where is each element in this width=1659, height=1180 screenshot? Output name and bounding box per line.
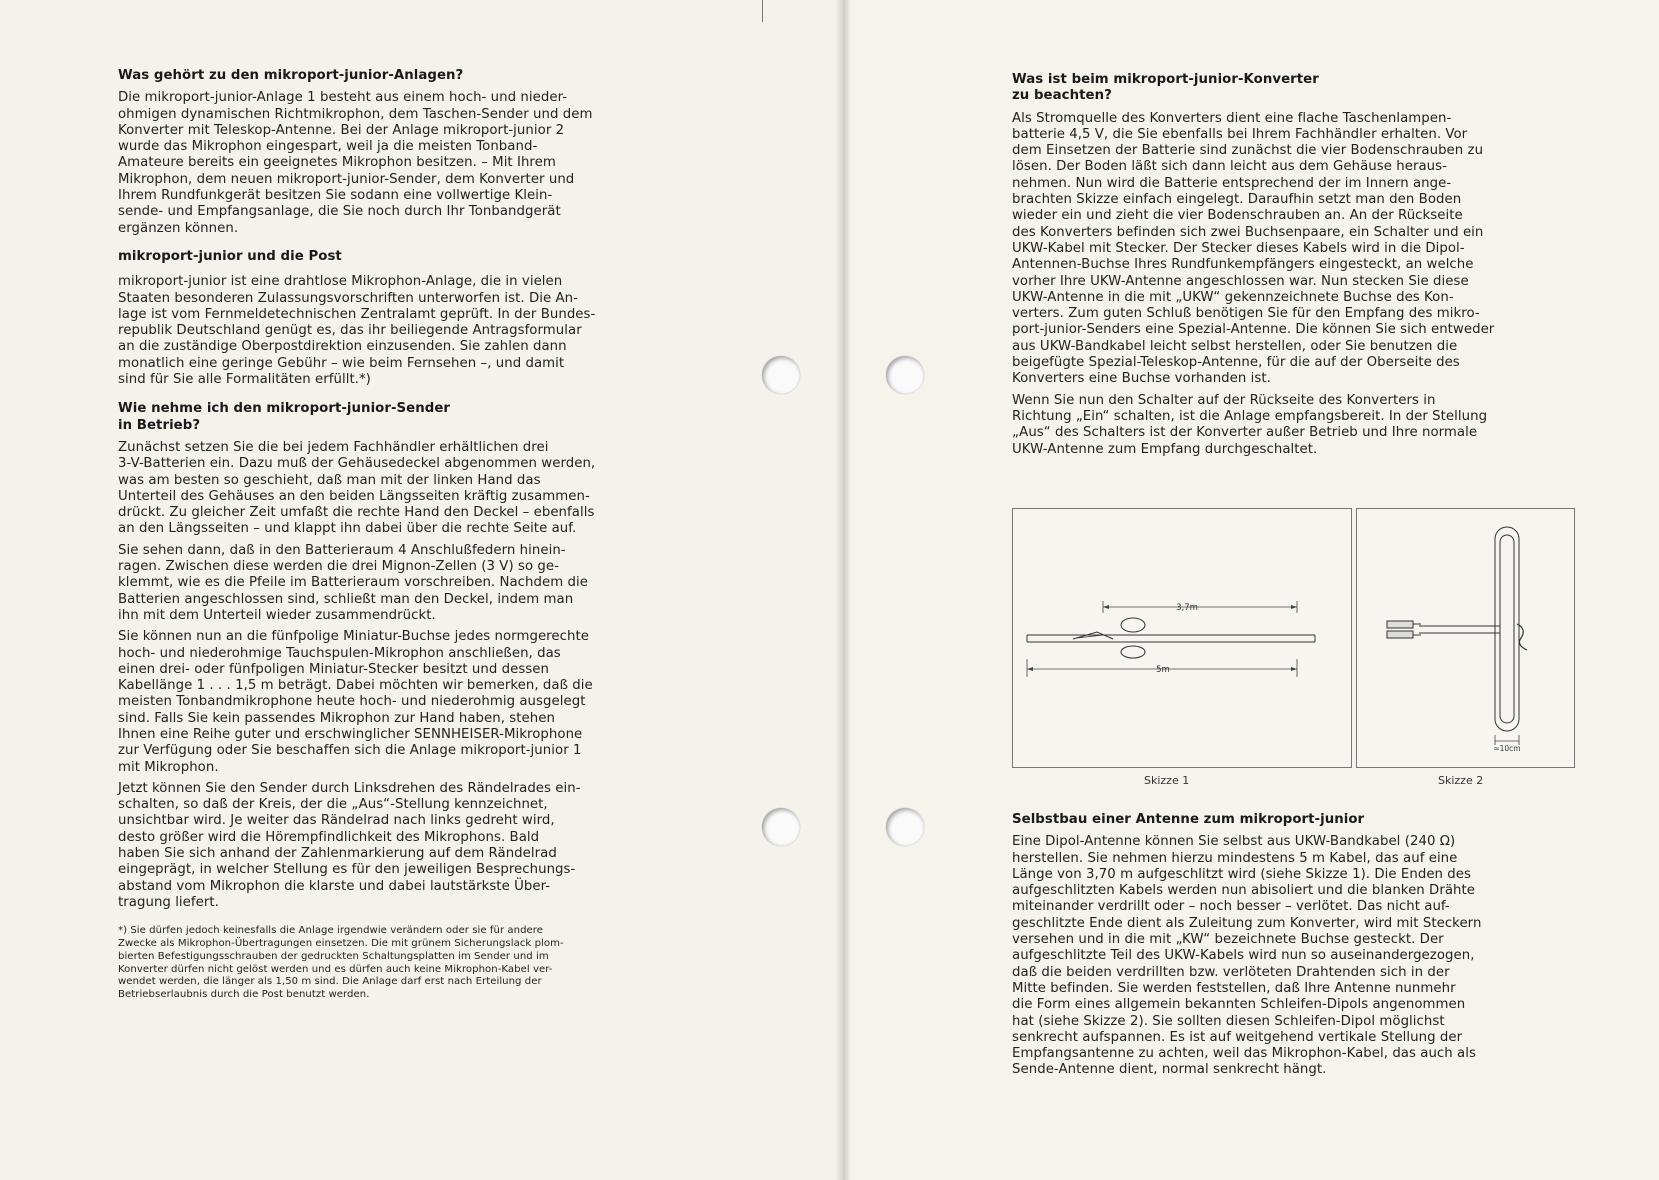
dimension-label-10cm: ≈10cm [1493, 744, 1521, 753]
paragraph [118, 781, 680, 911]
section-heading [118, 249, 680, 265]
text-line: Ihnen eine Reihe guter und erschwinglicher SENNHEISER-Mikrophone [118, 726, 583, 742]
left-column [118, 68, 680, 1002]
paragraph [118, 440, 680, 538]
text-line: Zunächst setzen Sie die bei jedem Fachhändler erhältlichen drei [118, 439, 549, 455]
paragraph [1012, 834, 1574, 1078]
text-line: klemmt, wie es die Pfeile im Batterieraum vorschreiben. Nachdem die [118, 575, 588, 591]
section-body [118, 274, 680, 388]
text-line: UKW-Antenne in die mit „UKW“ gekennzeichnete Buchse des Kon- [1012, 289, 1454, 305]
text-line: Länge von 3,70 m aufgeschlitzt wird (siehe Skizze 1). Die Enden des [1012, 866, 1472, 882]
text-line: brachten Skizze einfach eingelegt. Daraufhin setzt man den Boden [1012, 192, 1462, 208]
caption-skizze-2: Skizze 2 [1438, 774, 1484, 787]
text-line: UKW-Antenne zum Empfang durchgeschaltet. [1012, 441, 1318, 457]
text-line: *) Sie dürfen jedoch keinesfalls die Anlage irgendwie verändern oder sie für andere [118, 925, 544, 937]
text-line: tragung liefert. [118, 894, 219, 910]
sketch-2 [1356, 508, 1575, 768]
text-line: Was gehört zu den mikroport-junior-Anlagen? [118, 68, 464, 83]
text-line: Staaten besonderen Zulassungsvorschriften unterworfen ist. Die An- [118, 290, 578, 306]
paragraph [118, 274, 680, 388]
text-line: Kabellänge 1 . . . 1,5 m beträgt. Dabei möchten wir bemerken, daß die [118, 678, 593, 694]
section-heading [118, 401, 680, 434]
text-line: des Konverters befinden sich zwei Buchsenpaare, ein Schalter und ein [1012, 224, 1484, 240]
text-line: verters. Zum guten Schluß benötigen Sie für den Empfang des mikro- [1012, 306, 1480, 322]
text-line: Mitte befinden. Sie werden feststellen, daß Ihre Antenne nunmehr [1012, 980, 1456, 996]
text-line: wurde das Mikrophon eingespart, weil ja die meisten Tonband- [118, 139, 538, 155]
text-line: miteinander verdrillt oder – noch besser – verlötet. Das nicht auf- [1012, 899, 1450, 915]
right-column-lower [1012, 812, 1574, 1084]
text-line: mikroport-junior ist eine drahtlose Mikrophon-Anlage, die in vielen [118, 274, 563, 290]
text-line: was am besten so geschieht, daß man mit der linken Hand das [118, 472, 541, 488]
text-line: meisten Tonbandmikrophone heute hoch- und niederohmig ausgelegt [118, 694, 586, 710]
text-line: bierten Befestigungsschrauben der gedruckten Schaltungsplatten im Sender und im [118, 950, 549, 962]
text-line: Konverter mit Teleskop-Antenne. Bei der Anlage mikroport-junior 2 [118, 122, 565, 138]
text-line: die Form eines allgemein bekannten Schleifen-Dipols angenommen [1012, 997, 1466, 1013]
text-line: in Betrieb? [118, 417, 201, 433]
text-line: wieder ein und zieht die vier Bodenschrauben an. An der Rückseite [1012, 208, 1463, 224]
text-line: beigefügte Spezial-Teleskop-Antenne, für die auf der Oberseite des [1012, 355, 1460, 371]
fold-mark [762, 0, 763, 22]
text-line: port-junior-Senders eine Spezial-Antenne. Die können Sie sich entweder [1012, 322, 1495, 338]
text-line: ohmigen dynamischen Richtmikrophon, dem Taschen-Sender und dem [118, 106, 593, 122]
section-selbstbau [1012, 812, 1574, 1079]
text-line: Wie nehme ich den mikroport-junior-Sender [118, 401, 450, 417]
text-line: UKW-Kabel mit Stecker. Der Stecker dieses Kabels wird in die Dipol- [1012, 240, 1465, 256]
text-line: an den Längsseiten – und klappt ihn dabei über die rechte Seite auf. [118, 521, 577, 537]
plug [1387, 621, 1413, 628]
section-body [118, 440, 680, 911]
text-line: daß die beiden verdrillten bzw. verlöteten Drahtenden sich in der [1012, 964, 1450, 980]
paragraph [118, 543, 680, 624]
text-line: sind. Falls Sie kein passendes Mikrophon zur Hand haben, stehen [118, 710, 555, 726]
text-line: zur Verfügung oder Sie beschaffen sich die Anlage mikroport-junior 1 [118, 743, 582, 759]
section-sender [118, 401, 680, 911]
sketch-2-drawing [1357, 509, 1574, 767]
text-line: versehen und in die mit „KW“ bezeichnete Buchse gesteckt. Der [1012, 932, 1444, 948]
section-heading [1012, 72, 1574, 105]
text-line: hoch- und niederohmige Tauchspulen-Mikrophon anschließen, das [118, 645, 561, 661]
section-anlagen [118, 68, 680, 237]
text-line: Richtung „Ein“ schalten, ist die Anlage empfangsbereit. In der Stellung [1012, 408, 1488, 424]
paragraph [1012, 393, 1574, 458]
section-body [1012, 111, 1574, 458]
text-line: nehmen. Nun wird die Batterie entsprechend der im Innern ange- [1012, 175, 1452, 191]
text-line: Sie sehen dann, daß in den Batterieraum 4 Anschlußfedern hinein- [118, 542, 566, 558]
punch-hole [886, 356, 924, 394]
text-line: hat (siehe Skizze 2). Sie sollten diesen Schleifen-Dipol möglichst [1012, 1013, 1445, 1029]
text-line: Ihrem Rundfunkgerät besitzen Sie sodann eine vollwertige Klein- [118, 188, 553, 204]
text-line: Zwecke als Mikrophon-Übertragungen einsetzen. Die mit grünem Sicherungslack plom- [118, 938, 564, 950]
text-line: Empfangsantenne zu achten, weil das Mikrophon-Kabel, das auch als [1012, 1046, 1476, 1062]
section-body [1012, 834, 1574, 1078]
text-line: Selbstbau einer Antenne zum mikroport-junior [1012, 812, 1365, 827]
punch-hole [762, 356, 800, 394]
section-heading [118, 68, 680, 84]
text-line: aufgeschlitzten Kabels werden nun abisoliert und die blanken Drähte [1012, 883, 1476, 899]
dipole-loop [1495, 527, 1519, 731]
text-line: Mikrophon, dem neuen mikroport-junior-Sender, dem Konverter und [118, 171, 575, 187]
paragraph [118, 90, 680, 237]
caption-skizze-1: Skizze 1 [1144, 774, 1190, 787]
section-konverter [1012, 72, 1574, 458]
text-line: Wenn Sie nun den Schalter auf der Rückseite des Konverters in [1012, 392, 1436, 408]
text-line: abstand vom Mikrophon die klarste und dabei lautstärkste Über- [118, 878, 551, 894]
text-line: aus UKW-Bandkabel leicht selbst herstellen, oder Sie benutzen die [1012, 338, 1458, 354]
text-line: Jetzt können Sie den Sender durch Linksdrehen des Rändelrades ein- [118, 780, 581, 796]
text-line: ihn mit dem Unterteil wieder zusammendrückt. [118, 607, 436, 623]
footnote [118, 925, 680, 1002]
text-line: haben Sie sich anhand der Zahlenmarkierung auf dem Rändelrad [118, 846, 557, 862]
text-line: Antennen-Buchse Ihres Rundfunkempfängers eingesteckt, an welche [1012, 257, 1474, 273]
antenna-figures [1012, 508, 1574, 787]
text-line: Amateure bereits ein geeignetes Mikrophon besitzen. – Mit Ihrem [118, 155, 556, 171]
punch-hole [886, 808, 924, 846]
text-line: desto größer wird die Hörempfindlichkeit des Mikrophons. Bald [118, 829, 540, 845]
text-line: drückt. Zu gleicher Zeit umfaßt die rechte Hand den Deckel – ebenfalls [118, 505, 595, 521]
text-line: mit Mikrophon. [118, 759, 219, 775]
text-line: sende- und Empfangsanlage, die Sie noch durch Ihr Tonbandgerät [118, 204, 561, 220]
sketch-1 [1012, 508, 1352, 768]
cable-knot [1121, 618, 1145, 632]
text-line: batterie 4,5 V, die Sie ebenfalls bei Ihrem Fachhändler erhalten. Vor [1012, 126, 1468, 142]
punch-hole [762, 808, 800, 846]
text-line: eingeprägt, in welcher Stellung es für den jeweiligen Besprechungs- [118, 862, 576, 878]
text-line: republik Deutschland genügt es, das ihr beiliegende Antragsformular [118, 323, 582, 339]
text-line: Unterteil des Gehäuses an den beiden Längsseiten kräftig zusammen- [118, 488, 590, 504]
dimension-label-3-7m: 3,7m [1176, 603, 1198, 613]
text-line: wendet werden, die länger als 1,50 m sind. Die Anlage darf erst nach Erteilung der [118, 976, 542, 988]
text-line: Was ist beim mikroport-junior-Konverter [1012, 72, 1319, 87]
text-line: lösen. Der Boden läßt sich dann leicht aus dem Gehäuse heraus- [1012, 159, 1447, 175]
page-fold [835, 0, 851, 1180]
section-post [118, 249, 680, 388]
text-line: Betriebserlaubnis durch die Post benutzt werden. [118, 989, 370, 1001]
section-body [118, 90, 680, 237]
text-line: mikroport-junior und die Post [118, 248, 342, 264]
text-line: einen drei- oder fünfpoligen Miniatur-Stecker besitzt und dessen [118, 661, 549, 677]
text-line: Sende-Antenne dient, normal senkrecht hängt. [1012, 1062, 1327, 1078]
dimension-label-5m: 5m [1156, 665, 1170, 675]
text-line: Als Stromquelle des Konverters dient eine flache Taschenlampen- [1012, 110, 1452, 126]
text-line: Die mikroport-junior-Anlage 1 besteht aus einem hoch- und nieder- [118, 90, 568, 106]
section-heading [1012, 812, 1574, 828]
text-line: an die zuständige Oberpostdirektion einzusenden. Sie zahlen dann [118, 339, 567, 355]
text-line: Konverter dürfen nicht gelöst werden und es dürfen auch keine Mikrophon-Kabel ver- [118, 963, 553, 975]
right-column [1012, 72, 1574, 463]
text-line: geschlitzte Ende dient als Zuleitung zum Konverter, wird mit Steckern [1012, 915, 1482, 931]
text-line: sind für Sie alle Formalitäten erfüllt.*) [118, 372, 371, 388]
text-line: Batterien angeschlossen sind, schließt man den Deckel, indem man [118, 591, 574, 607]
text-line: aufgeschlitzte Teil des UKW-Kabels wird nun so auseinandergezogen, [1012, 948, 1475, 964]
text-line: Sie können nun an die fünfpolige Miniatur-Buchse jedes normgerechte [118, 629, 589, 645]
paragraph [1012, 111, 1574, 388]
text-line: Eine Dipol-Antenne können Sie selbst aus UKW-Bandkabel (240 Ω) [1012, 834, 1456, 850]
text-line: vorher Ihre UKW-Antenne angeschlossen war. Nun stecken Sie diese [1012, 273, 1469, 289]
text-line: ergänzen können. [118, 220, 239, 236]
text-line: zu beachten? [1012, 88, 1112, 104]
text-line: ragen. Zwischen diese werden die drei Mignon-Zellen (3 V) so ge- [118, 559, 559, 575]
text-line: „Aus“ des Schalters ist der Konverter außer Betrieb und Ihre normale [1012, 425, 1478, 441]
text-line: senkrecht aufspannen. Es ist auf weitgehend vertikale Stellung der [1012, 1029, 1463, 1045]
text-line: schalten, so daß der Kreis, der die „Aus“-Stellung kennzeichnet, [118, 797, 548, 813]
paragraph [118, 629, 680, 776]
text-line: monatlich eine geringe Gebühr – wie beim Fernsehen –, und damit [118, 355, 565, 371]
text-line: Konverters eine Buchse vorhanden ist. [1012, 371, 1271, 387]
text-line: lage ist vom Fernmeldetechnischen Zentralamt geprüft. In der Bundes- [118, 306, 596, 322]
sketch-1-drawing [1013, 509, 1351, 767]
text-line: dem Einsetzen der Batterie sind zunächst die vier Bodenschrauben zu [1012, 143, 1484, 159]
text-line: 3-V-Batterien ein. Dazu muß der Gehäusedeckel abgenommen werden, [118, 456, 596, 472]
text-line: unsichtbar wird. Je weiter das Rändelrad nach links gedreht wird, [118, 813, 555, 829]
text-line: herstellen. Sie nehmen hierzu mindestens 5 m Kabel, das auf eine [1012, 850, 1458, 866]
